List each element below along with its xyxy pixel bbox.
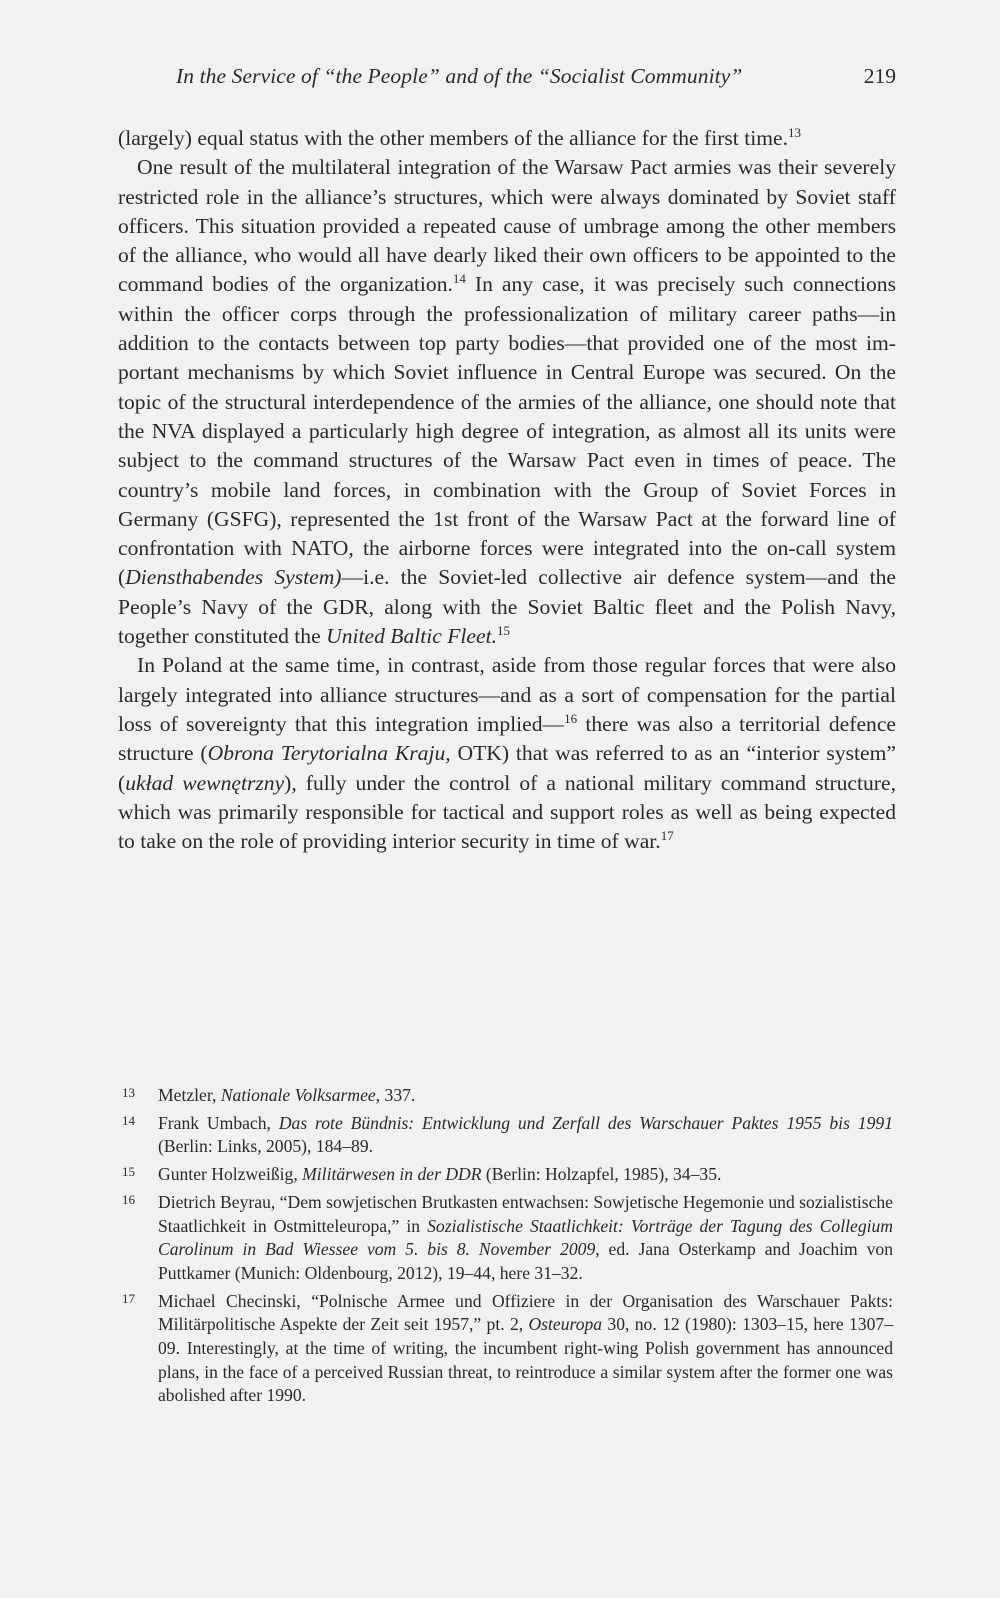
paragraph-2-italic-dienst: Diensthabendes System) [125,565,342,590]
footnote-ref-13[interactable]: 13 [788,124,801,140]
footnote-text: Dietrich Beyrau, “Dem sowjetischen Brutkasten entwachsen: Sowjetische Hegemonie und sozialistische Staatlichkeit in Ostmitteleuropa,” in [158,1191,893,1236]
footnote-number: 13 [122,1085,135,1100]
paragraph-3 [118,651,896,856]
footnote-italic-title: Sozialistische Staatlichkeit: Vorträge der Tagung des Collegium Carolinum in Bad Wiessee vom 5. bis 8. November 2009 [158,1215,894,1260]
paragraph-3-text-d: ), fully under the control of a national military command structure, which was primarily responsible for tactical and support roles as well as being expected to take on the role of providing interior security in time of war. [118,770,896,854]
footnote-ref-16[interactable]: 16 [564,710,578,726]
paragraph-2-text-c: —i.e. the Soviet-led collective air defence system—and the People’s Navy of the GDR, along with the Soviet Baltic fleet and the Polish Navy, together constituted the [118,565,896,649]
footnote-13 [118,1084,893,1108]
paragraph-3-text-c: OTK) that was referred to as an “interior system” ( [118,741,896,795]
footnote-ref-14[interactable]: 14 [452,271,466,287]
footnote-16 [118,1191,893,1286]
paragraph-2-text-a: One result of the multilateral integration of the Warsaw Pact armies was their severely restricted role in the alliance’s structures, which were always dominated by Soviet staff officers. This situation provided a repeated cause of umbrage among the other members of the alliance, who would all have dearly liked their own officers to be appointed to the command bodies of the organization. [118,155,896,297]
paragraph-1 [118,124,896,153]
footnote-text: (Berlin: Links, 2005), 184–89. [158,1136,374,1157]
footnote-number: 16 [122,1191,135,1207]
paragraph-2-text-b: In any case, it was precisely such connections within the officer corps through the professionalization of military career paths—in addition to the contacts between top party bodies—that provided one of the most important mechanisms by which Soviet influence in Central Europe was secured. On the topic of the structural interdependence of the armies of the alliance, one should note that the NVA displayed a particularly high degree of integration, as almost all its units were subject to the command structures of the Warsaw Pact even in times of peace. The country’s mobile land forces, in combination with the Group of Soviet Forces in Germany (GSFG), represented the 1st front of the Warsaw Pact at the forward line of confrontation with NATO, the airborne forces were integrated into the on-call system ( [118,272,896,590]
footnote-text: , ed. Jana Osterkamp and Joachim von Puttkamer (Munich: Oldenbourg, 2012), 19–44, here 31–32. [158,1239,893,1283]
paragraph-3-italic-uklad: układ wewnętrzny [125,770,285,795]
footnote-15 [118,1163,893,1187]
footnote-17 [118,1290,893,1409]
footnote-italic-title: Nationale Volksarmee [220,1085,376,1105]
footnote-text: Frank Umbach, [158,1112,279,1133]
footnote-italic-title: Osteuropa [528,1314,603,1335]
paragraph-3-italic-otk: Obrona Terytorialna Kraju, [207,741,451,766]
body-text [118,124,896,856]
footnote-14 [118,1112,893,1159]
footnote-ref-17[interactable]: 17 [660,827,674,843]
paragraph-1-text: (largely) equal status with the other members of the alliance for the first time. [118,126,788,150]
paragraph-3-text-b: there was also a territorial defence structure ( [118,711,897,766]
footnote-number: 14 [122,1112,135,1128]
footnote-number: 17 [122,1290,135,1306]
footnote-ref-15[interactable]: 15 [497,622,510,638]
paragraph-2-italic-fleet: United Baltic Fleet. [326,624,497,649]
running-header [118,64,898,94]
page-number: 219 [863,64,896,88]
footnote-text: Metzler, [158,1085,221,1105]
paragraph-2 [118,153,896,651]
paragraph-3-text-a: In Poland at the same time, in contrast, aside from those regular forces that were also largely integrated into alliance structures—and as a sort of compensation for the partial loss of sovereignty that this integration implied— [118,653,896,736]
footnote-number: 15 [122,1164,135,1180]
footnote-text: Gunter Holzweißig, [158,1164,303,1185]
footnote-text: (Berlin: Holzapfel, 1985), 34–35. [481,1164,722,1185]
footnote-italic-title: Das rote Bündnis: Entwicklung und Zerfall des Warschauer Paktes 1955 bis 1991 [278,1112,893,1133]
footnote-text: , 337. [375,1085,416,1105]
footnote-italic-title: Militärwesen in der DDR [302,1164,482,1185]
footnotes [118,1084,893,1412]
footnote-text: 30, no. 12 (1980): 1303–15, here 1307–09. Interestingly, at the time of writing, the incumbent right-wing Polish government has announced plans, in the face of a perceived Russian threat, to reintroduce a similar system after the former one was abolished after 1990. [158,1314,893,1406]
running-title: In the Service of “the People” and of the “Socialist Community” [176,64,743,88]
footnote-text: Michael Checinski, “Polnische Armee und Offiziere in der Organisation des Warschauer Pakts: Militärpolitische Aspekte der Zeit seit 1957,” pt. 2, [158,1290,893,1335]
